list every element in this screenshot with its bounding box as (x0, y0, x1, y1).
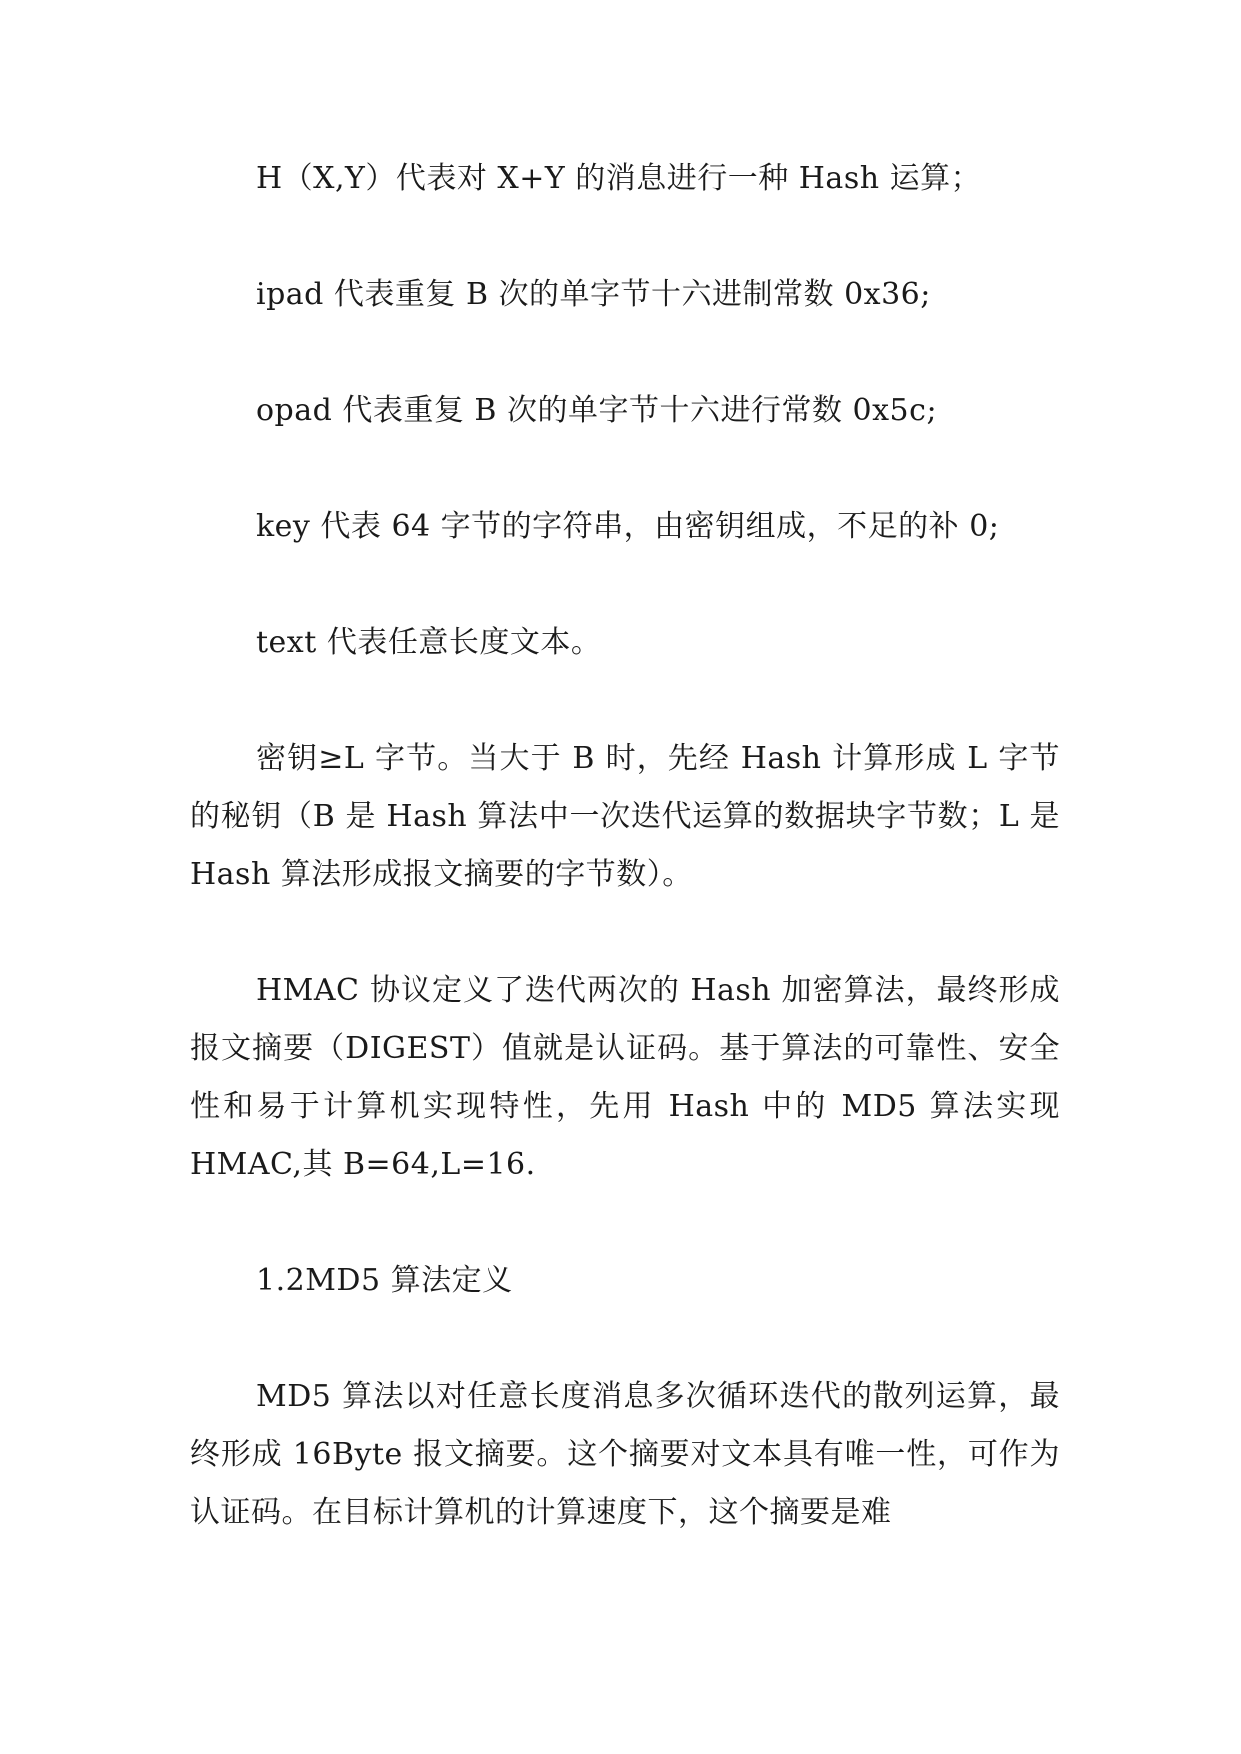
paragraph-opad-definition: opad 代表重复 B 次的单字节十六进行常数 0x5c; (256, 393, 938, 428)
paragraph-hash-definition: H（X,Y）代表对 X+Y 的消息进行一种 Hash 运算； (256, 161, 982, 196)
section-heading-md5: 1.2MD5 算法定义 (256, 1263, 513, 1298)
paragraph-hmac-protocol: HMAC 协议定义了迭代两次的 Hash 加密算法，最终形成报文摘要（DIGEST）值就是认证码。基于算法的可靠性、安全性和易于计算机实现特性，先用 Hash 中的 MD5 算法实现 HMAC,其 B=64,L=16. (190, 973, 1060, 1182)
paragraph-md5-algorithm: MD5 算法以对任意长度消息多次循环迭代的散列运算，最终形成 16Byte 报文摘要。这个摘要对文本具有唯一性，可作为认证码。在目标计算机的计算速度下，这个摘要是难 (190, 1379, 1060, 1530)
paragraph-key-length: 密钥≥L 字节。当大于 B 时，先经 Hash 计算形成 L 字节的秘钥（B 是 Hash 算法中一次迭代运算的数据块字节数；L 是 Hash 算法形成报文摘要的字节数）。 (190, 741, 1060, 892)
paragraph-text-definition: text 代表任意长度文本。 (256, 625, 602, 660)
paragraph-key-definition: key 代表 64 字节的字符串，由密钥组成，不足的补 0; (256, 509, 1000, 544)
document-page (190, 150, 1060, 1600)
paragraph-ipad-definition: ipad 代表重复 B 次的单字节十六进制常数 0x36; (256, 277, 931, 312)
